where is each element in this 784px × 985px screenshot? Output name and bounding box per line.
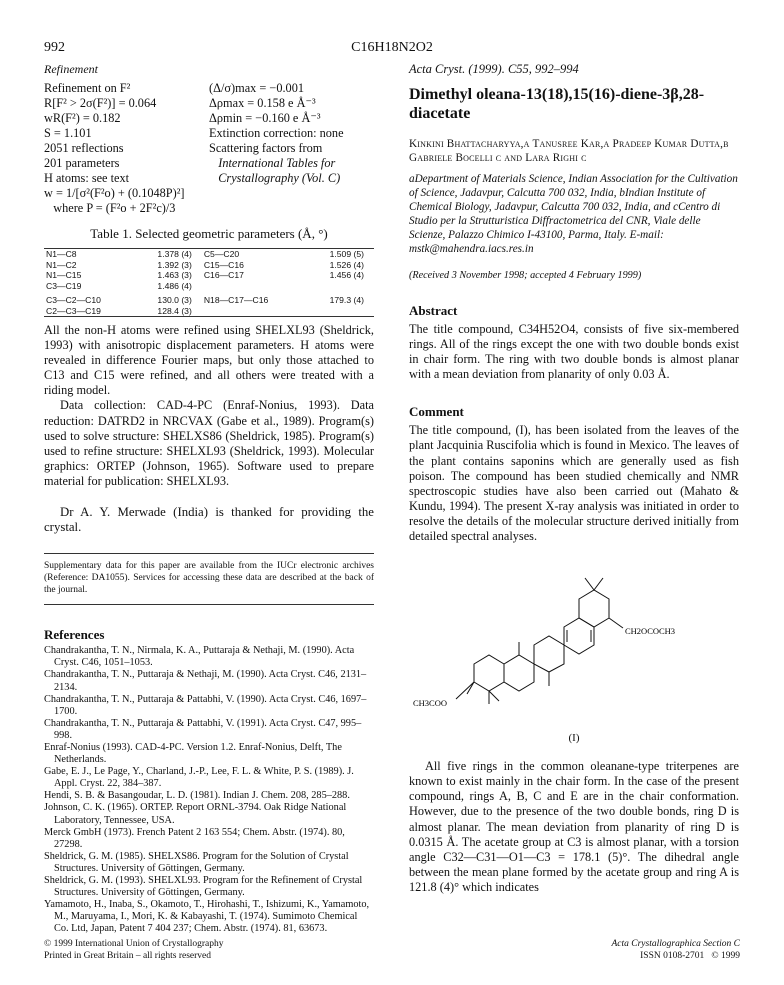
reference-item: Hendi, S. B. & Basangoudar, L. D. (1981). Indian J. Chem. 208, 285–288.: [44, 790, 350, 802]
chemical-scheme: [409, 544, 739, 759]
reference-item: Sheldrick, G. M. (1985). SHELXS86. Program for the Solution of Crystal Structures. University of Göttingen, Germany.: [44, 850, 349, 874]
table-cell: C15—C16: [203, 259, 244, 270]
programs-paragraph: Data collection: CAD-4-PC (Enraf-Nonius, 1993). Data reduction: DATRD2 in NRCVAX (Gabe et al., 1989). Program(s) used to solve structure: SHELXS86 (Sheldrick, 1985). Program(s) used to refine structure: SHELXL93 (Sheldrick, 1993). Molecular graphics: ORTEP (Johnson, 1965). Software used to prepare material for publication: SHELXL93.: [44, 398, 374, 488]
table-cell: C3—C19: [46, 280, 82, 291]
ring-b: [504, 655, 534, 691]
left-column: [44, 62, 374, 935]
refinement-right-list: [209, 81, 374, 216]
geometry-table: [44, 248, 374, 317]
refinement-line: Refinement on F²: [44, 81, 131, 95]
acknowledgement: Dr A. Y. Merwade (India) is thanked for providing the crystal.: [44, 505, 374, 535]
reference-item: Enraf-Nonius (1993). CAD-4-PC. Version 1.2. Enraf-Nonius, Delft, The Netherlands.: [44, 741, 342, 766]
refinement-line: S = 1.101: [44, 126, 92, 140]
refinement-heading: Refinement: [44, 62, 98, 76]
copyright-footer: [44, 938, 224, 962]
table-cell: 1.486 (4): [157, 280, 192, 291]
reference-item: Yamamoto, H., Inaba, S., Okamoto, T., Hirohashi, T., Ishizumi, K., Yamamoto, M., Maruyama, I., Mori, K. & Kabayashi, T. (1974). Sumimoto Chemical Co. Ltd, Japan, Patent 7 404 237; Chem. Abstr. (1974). 81, 63673.: [44, 899, 370, 935]
footer-line: Printed in Great Britain – all rights reserved: [44, 951, 211, 961]
table-cell: 130.0 (3): [157, 295, 192, 305]
reference-item: Merck GmbH (1973). French Patent 2 163 554; Chem. Abstr. (1974). 80, 27298.: [44, 826, 345, 850]
reference-item: Gabe, E. J., Le Page, Y., Charland, J.-P., Lee, F. L. & White, P. S. (1989). J. Appl. Cryst. 22, 384–387.: [44, 766, 354, 790]
reference-item: Chandrakantha, T. N., Nirmala, K. A., Puttaraja & Nethaji, M. (1990). Acta Cryst. C46, 1051–1053.: [44, 645, 355, 669]
molecule-structure: [409, 544, 739, 734]
refinement-line: 201 parameters: [44, 156, 120, 170]
table-cell: 179.3 (4): [329, 295, 364, 305]
supplementary-note: Supplementary data for this paper are available from the IUCr electronic archives (Reference: DA1055). Services for accessing these data are described at the back of the journal.: [44, 553, 374, 605]
footer-line: © 1999 International Union of Crystallography: [44, 939, 224, 949]
table-row: [44, 291, 374, 306]
table-cell: 128.4 (3): [157, 305, 192, 316]
table-cell: 1.392 (3): [157, 259, 192, 270]
comment-paragraph: The title compound, (I), has been isolated from the leaves of the plant Jacquinia Ruscifolia which is found in Mexico. The leaves of the plant contains saponins which are generally used as fish poison. The compound has been studied chemically and NMR spectroscopic studies have also been carried out (Mahato & Kundu, 1994). The present X-ray analysis was initiated in order to resolve the details of the molecular structure derived initially from detailed spectral analyses.: [409, 423, 739, 544]
ch2-acetate-label: CH2OCOCH3: [625, 626, 676, 637]
refinement-block: [44, 81, 374, 216]
table-cell: [304, 306, 374, 317]
table-cell: C16—C17: [203, 270, 244, 280]
authors: Kinkini Bhattacharyya,a Tanusree Kar,a Pradeep Kumar Dutta,b Gabriele Bocelli c and Lara Righi c: [409, 138, 729, 164]
page-number: 992: [44, 40, 65, 55]
table-cell: C5—C20: [203, 249, 240, 259]
refinement-left-list: [44, 81, 209, 216]
refinement-line: International Tables for: [209, 156, 336, 170]
compound-number: (I): [568, 732, 580, 745]
article-title: Dimethyl oleana-13(18),15(16)-diene-3β,28-diacetate: [409, 86, 705, 122]
refinement-line: wR(F²) = 0.182: [44, 111, 121, 125]
abstract-heading: Abstract: [409, 303, 458, 318]
received-dates: (Received 3 November 1998; accepted 4 February 1999): [409, 270, 642, 281]
table-cell: 1.456 (4): [329, 270, 364, 280]
journal-reference: Acta Cryst. (1999). C55, 992–994: [409, 62, 579, 76]
right-column: [409, 62, 739, 895]
table-cell: 1.463 (3): [157, 270, 192, 280]
table-cell: [202, 281, 305, 292]
table-cell: N1—C2: [46, 259, 77, 270]
ring-e: [579, 590, 609, 627]
reference-item: Chandrakantha, T. N., Puttaraja & Pattabhi, V. (1990). Acta Cryst. C46, 1697–1700.: [44, 693, 367, 717]
table-cell: N18—C17—C16: [203, 295, 269, 305]
journal-footer: [560, 938, 740, 962]
refinement-line: Δρmax = 0.158 e Å⁻³: [209, 96, 316, 110]
refinement-line: (Δ/σ)max = −0.001: [209, 81, 305, 95]
affiliations: aDepartment of Materials Science, Indian Association for the Cultivation of Science, Jadavpur, Calcutta 700 032, India, bIndian Institute of Chemical Biology, Jadavpur, Calcutta 700 032, India, and cCentro di Studio per la Strutturistica Diffractometrica del CNR, Viale delle Scienze, Palazzo Chimico I-43100, Parma, Italy. E-mail: mstk@mahendra.iacs.res.in: [409, 173, 738, 255]
refinement-line: Δρmin = −0.160 e Å⁻³: [209, 111, 321, 125]
table-row: [44, 249, 374, 260]
reference-item: Sheldrick, G. M. (1993). SHELXL93. Program for the Refinement of Crystal Structures. University of Göttingen, Germany.: [44, 875, 363, 899]
abstract-text: The title compound, C34H52O4, consists of five six-membered rings. All of the rings except the one with two double bonds exist in chair form. The ring with two double bonds is almost planar with a mean deviation from planarity of only 0.03 Å.: [409, 322, 739, 382]
refinement-line: where P = (F²o + 2F²c)/3: [44, 201, 176, 215]
table-cell: C2—C3—C19: [46, 305, 101, 316]
table-cell: N1—C15: [46, 270, 82, 280]
table-cell: 1.509 (5): [329, 249, 364, 259]
refinement-line: R[F² > 2σ(F²)] = 0.064: [44, 96, 157, 110]
refinement-line: Crystallography (Vol. C): [209, 171, 341, 185]
ring-c: [534, 636, 564, 672]
references-list: [44, 645, 374, 935]
ring-d: [564, 618, 594, 654]
table-row: [44, 270, 374, 281]
refinement-paragraph: All the non-H atoms were refined using SHELXL93 (Sheldrick, 1993) with anisotropic displacement parameters. H atoms were revealed in difference Fourier maps, but only those attached to C13 and C15 were refined, and all others were treated with a riding model.: [44, 323, 374, 398]
table-cell: 1.378 (4): [157, 249, 192, 259]
acetate-label: CH3COO: [413, 698, 448, 709]
table-cell: C3—C2—C10: [46, 295, 101, 305]
discussion-paragraph: All five rings in the common oleanane-type triterpenes are known to exist mainly in the chair form. In the case of the present compound, rings A, B, C and E are in the chair conformation. However, due to the presence of the two double bonds, ring D is almost planar. The mean deviation from planarity of ring D is 0.0315 Å. The acetate group at C3 is almost planar, with a torsion angle C32—C31—O1—C3 = 178.1 (5)°. The dihedral angle between the mean plane formed by the acetate group and ring A is 121.8 (4)° which indicates: [409, 759, 739, 894]
ring-a: [474, 655, 504, 691]
reference-item: Johnson, C. K. (1965). ORTEP. Report ORNL-3794. Oak Ridge National Laboratory, Tennessee, USA.: [44, 802, 347, 826]
reference-item: Chandrakantha, T. N., Puttaraja & Pattabhi, V. (1991). Acta Cryst. C47, 995–998.: [44, 717, 362, 741]
table-cell: N1—C8: [46, 249, 77, 259]
refinement-line: Scattering factors from: [209, 141, 323, 155]
table-row: [44, 281, 374, 292]
refinement-line: Extinction correction: none: [209, 126, 344, 140]
refinement-line: H atoms: see text: [44, 171, 130, 185]
refinement-line: 2051 reflections: [44, 141, 124, 155]
comment-heading: Comment: [409, 404, 464, 420]
references-heading: References: [44, 627, 105, 643]
footer-line: ISSN 0108-2701 © 1999: [640, 951, 740, 961]
refinement-line: w = 1/[σ²(F²o) + (0.1048P)²]: [44, 186, 185, 200]
table-row: [44, 306, 374, 317]
table-cell: [202, 306, 305, 317]
table-title: Table 1. Selected geometric parameters (Å, °): [90, 226, 328, 241]
table-row: [44, 260, 374, 271]
reference-item: Chandrakantha, T. N., Puttaraja & Nethaji, M. (1990). Acta Cryst. C46, 2131–2134.: [44, 669, 367, 693]
footer-line: Acta Crystallographica Section C: [611, 939, 740, 949]
table-cell: [304, 281, 374, 292]
running-formula: C16H18N2O2: [351, 40, 433, 55]
table-cell: 1.526 (4): [329, 259, 364, 270]
